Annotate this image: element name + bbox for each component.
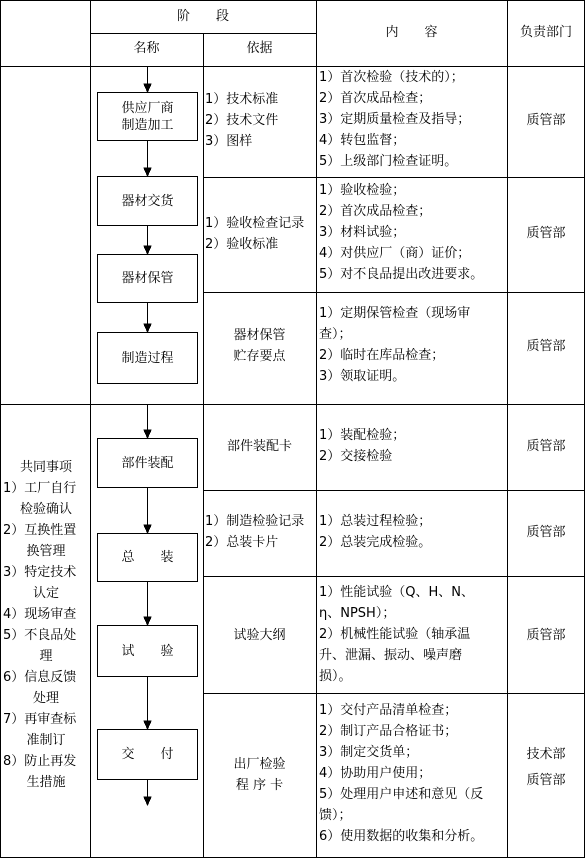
row-4-basis xyxy=(203,436,316,457)
common-item-line: 处理 xyxy=(32,691,59,706)
content-line: 2）总装完成检验。 xyxy=(319,535,432,550)
content-line: 3）材料试验； xyxy=(319,225,406,240)
content-line: 3）制定交货单； xyxy=(319,745,419,760)
content-line: 5）上级部门检查证明。 xyxy=(319,154,458,169)
content-line: 4）协助用户使用； xyxy=(319,766,432,781)
flow-step-manufacturing xyxy=(97,332,198,384)
common-item-line: 检验确认 xyxy=(19,502,72,517)
flow-arrow-head xyxy=(144,797,151,805)
row-7-basis xyxy=(203,754,316,796)
common-item-line: 理 xyxy=(39,649,53,664)
common-item-line: 认定 xyxy=(32,586,59,601)
content-line: 6）使用数据的收集和分析。 xyxy=(319,829,484,844)
flow-step-label: 器材保管 xyxy=(121,271,174,286)
common-item-line: 换管理 xyxy=(26,544,66,559)
common-item-line: 准制订 xyxy=(26,733,66,748)
flow-step-label: 交 付 xyxy=(121,747,174,762)
common-title: 共同事项 xyxy=(19,460,72,475)
content-line: 2）首次成品检查； xyxy=(319,91,432,106)
content-line: 5）对不良品提出改进要求。 xyxy=(319,267,484,282)
row-2-dept xyxy=(507,223,585,244)
flow-step-line: 供应厂商 xyxy=(121,100,174,116)
content-line: 1）总装过程检验； xyxy=(319,514,432,529)
header-dept: 负责部门 xyxy=(519,25,572,40)
common-list xyxy=(3,478,89,793)
common-item xyxy=(3,520,89,562)
content-line: 2）临时在库品检查； xyxy=(319,348,445,363)
common-item-line: 8）防止再发 xyxy=(3,754,77,769)
flow-step-final-assembly xyxy=(97,533,198,582)
content-line: 馈）； xyxy=(319,808,352,823)
common-item-line: 7）再审查标 xyxy=(3,712,77,727)
row-5-dept xyxy=(507,522,585,543)
row-2-content xyxy=(319,180,507,285)
flow-arrow-head xyxy=(144,430,151,438)
content-line: 2）首次成品检查； xyxy=(319,204,432,219)
common-item xyxy=(3,562,89,604)
content-line: 损）。 xyxy=(319,669,352,684)
basis-line: 器材保管 xyxy=(233,328,286,343)
flow-step-handover xyxy=(97,729,198,780)
row-1-dept xyxy=(507,110,585,131)
flow-arrow-head xyxy=(144,246,151,254)
common-item-line: 3）特定技术 xyxy=(3,565,77,580)
basis-line: 2）总装卡片 xyxy=(205,535,279,550)
basis-line: 程 序 卡 xyxy=(235,778,284,793)
row-5-basis xyxy=(205,511,315,553)
content-line: 1）定期保管检查（现场审 xyxy=(319,306,471,321)
common-item xyxy=(3,751,89,793)
content-line: η、NPSH）； xyxy=(319,606,396,621)
common-item xyxy=(3,709,89,751)
basis-line: 3）图样 xyxy=(205,134,253,149)
content-line: 升、泄漏、振动、噪声磨 xyxy=(319,648,463,663)
header-stage: 阶 段 xyxy=(176,9,229,24)
flow-step-delivery xyxy=(97,176,198,226)
common-item-line: 4）现场审查 xyxy=(3,607,77,622)
flow-step-label: 器材交货 xyxy=(121,193,174,209)
row-5-content xyxy=(319,511,507,553)
dept-line: 质管部 xyxy=(526,525,566,540)
row-6-basis xyxy=(203,625,316,646)
content-line: 1）首次检验（技术的）； xyxy=(319,70,464,85)
basis-line: 2）技术文件 xyxy=(205,113,279,128)
content-line: 查）； xyxy=(319,327,352,342)
flow-step-assembly xyxy=(97,438,198,488)
row-2-basis xyxy=(205,213,315,255)
header-name: 名称 xyxy=(133,41,160,56)
content-line: 2）交接检验 xyxy=(319,449,393,464)
content-line: 5）处理用户申述和意见（反 xyxy=(319,787,484,802)
header-content: 内 容 xyxy=(385,25,438,40)
row-7-content xyxy=(319,700,507,847)
flow-arrow-head xyxy=(144,168,151,176)
dept-line: 质管部 xyxy=(526,773,566,788)
content-line: 4）转包监督； xyxy=(319,133,406,148)
content-line: 2）机械性能试验（轴承温 xyxy=(319,627,471,642)
basis-line: 1）验收检查记录 xyxy=(205,216,305,231)
dept-line: 质管部 xyxy=(526,628,566,643)
common-items xyxy=(3,457,89,793)
content-line: 3）定期质量检查及指导； xyxy=(319,112,471,127)
dept-line: 技术部 xyxy=(526,747,566,762)
content-line: 4）对供应厂（商）证价； xyxy=(319,246,471,261)
flow-arrow-head xyxy=(144,721,151,729)
row-3-content xyxy=(319,303,507,387)
flow-arrow-head xyxy=(144,525,151,533)
basis-line: 贮存要点 xyxy=(233,349,286,364)
flow-step-test xyxy=(97,625,198,677)
dept-line: 质管部 xyxy=(526,226,566,241)
common-item-line: 6）信息反馈 xyxy=(3,670,77,685)
basis-line: 1）技术标准 xyxy=(205,92,279,107)
flow-step-supplier xyxy=(97,92,198,141)
content-line: 2）制订产品合格证书； xyxy=(319,724,458,739)
basis-line: 1）制造检验记录 xyxy=(205,514,305,529)
row-3-dept xyxy=(507,336,585,357)
basis-line: 部件装配卡 xyxy=(226,439,292,454)
common-item-line: 2）互换性置 xyxy=(3,523,77,538)
row-1-content xyxy=(319,67,507,172)
dept-line: 质管部 xyxy=(526,339,566,354)
row-7-dept xyxy=(507,742,585,794)
basis-line: 2）验收标准 xyxy=(205,237,279,252)
row-4-content xyxy=(319,425,507,467)
common-item-line: 1）工厂自行 xyxy=(3,481,77,496)
flow-step-label: 试 验 xyxy=(121,643,174,659)
common-item xyxy=(3,667,89,709)
flow-arrow-head xyxy=(144,324,151,332)
row-6-content xyxy=(319,582,507,687)
flow-step-storage xyxy=(97,254,198,303)
flow-step-label: 制造过程 xyxy=(121,350,174,366)
flow-arrow-head xyxy=(144,617,151,625)
common-item xyxy=(3,604,89,625)
common-item-line: 5）不良品处 xyxy=(3,628,77,643)
flow-step-label: 部件装配 xyxy=(121,455,174,471)
flow-arrow-head xyxy=(144,84,151,92)
dept-line: 质管部 xyxy=(526,439,566,454)
content-line: 1）交付产品清单检查； xyxy=(319,703,458,718)
common-item xyxy=(3,625,89,667)
flow-step-label: 总 装 xyxy=(121,550,174,565)
row-1-basis xyxy=(205,89,315,152)
content-line: 1）性能试验（Q、H、N、 xyxy=(319,585,475,600)
row-6-dept xyxy=(507,625,585,646)
common-item xyxy=(3,478,89,520)
content-line: 1）验收检验； xyxy=(319,183,406,198)
header-basis: 依据 xyxy=(246,41,273,56)
flow-step-line: 制造加工 xyxy=(121,117,174,133)
content-line: 3）领取证明。 xyxy=(319,369,406,384)
content-line: 1）装配检验； xyxy=(319,428,406,443)
row-3-basis xyxy=(203,325,316,367)
row-4-dept xyxy=(507,436,585,457)
basis-line: 出厂检验 xyxy=(233,757,286,772)
dept-line: 质管部 xyxy=(526,113,566,128)
common-item-line: 生措施 xyxy=(26,775,66,790)
basis-line: 试验大纲 xyxy=(233,628,286,643)
